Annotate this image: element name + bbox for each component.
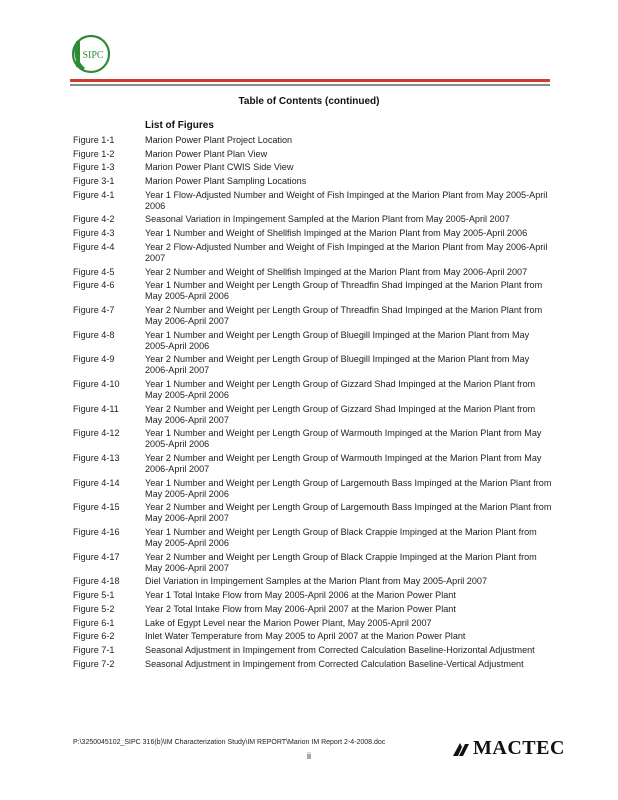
figure-caption: Year 2 Number and Weight per Length Group of Gizzard Shad Impinged at the Marion Plant from May 2006-April 2007 — [145, 403, 536, 425]
page-title: Table of Contents (continued) — [238, 96, 380, 107]
figure-number: Figure 5-1 — [73, 590, 115, 601]
figure-list-item[interactable] — [73, 379, 553, 401]
figure-caption: Seasonal Variation in Impingement Sampled at the Marion Plant from May 2005-April 2007 — [145, 214, 510, 225]
figure-number: Figure 4-6 — [73, 280, 115, 291]
figure-list-item[interactable] — [73, 552, 553, 574]
figure-list — [73, 135, 553, 672]
figure-list-item[interactable] — [73, 604, 553, 615]
figure-caption: Year 1 Number and Weight per Length Group of Gizzard Shad Impinged at the Marion Plant from May 2005-April 2006 — [145, 378, 536, 400]
figure-caption: Year 1 Number and Weight per Length Group of Warmouth Impinged at the Marion Plant from May 2005-April 2006 — [145, 428, 542, 450]
figure-list-item[interactable] — [73, 645, 553, 656]
figure-list-item[interactable] — [73, 242, 553, 264]
figure-list-item[interactable] — [73, 576, 553, 587]
figure-number: Figure 3-1 — [73, 176, 115, 187]
figure-list-item[interactable] — [73, 280, 553, 302]
figure-caption: Seasonal Adjustment in Impingement from Corrected Calculation Baseline-Vertical Adjustment — [145, 658, 524, 669]
figure-list-item[interactable] — [73, 527, 553, 549]
figure-list-item[interactable] — [73, 176, 553, 187]
figure-list-item[interactable] — [73, 478, 553, 500]
figure-number: Figure 4-1 — [73, 189, 115, 200]
figure-caption: Year 2 Number and Weight per Length Group of Bluegill Impinged at the Marion Plant from May 2006-April 2007 — [145, 354, 530, 376]
figure-number: Figure 5-2 — [73, 603, 115, 614]
header-rule-gray — [70, 84, 550, 86]
figure-number: Figure 7-2 — [73, 658, 115, 669]
figure-number: Figure 4-8 — [73, 329, 115, 340]
figure-list-item[interactable] — [73, 618, 553, 629]
figure-caption: Year 1 Number and Weight per Length Group of Threadfin Shad Impinged at the Marion Plant from May 2005-April 2006 — [145, 280, 543, 302]
figure-number: Figure 4-18 — [73, 576, 120, 587]
figure-caption: Year 1 Flow-Adjusted Number and Weight of Fish Impinged at the Marion Plant from May 2005-April 2006 — [145, 189, 548, 211]
figure-list-item[interactable] — [73, 453, 553, 475]
figure-number: Figure 7-1 — [73, 644, 115, 655]
figure-caption: Inlet Water Temperature from May 2005 to April 2007 at the Marion Power Plant — [145, 631, 466, 642]
figure-caption: Year 1 Number and Weight of Shellfish Impinged at the Marion Plant from May 2005-April 2006 — [145, 228, 528, 239]
figure-number: Figure 1-2 — [73, 148, 115, 159]
figure-caption: Year 2 Total Intake Flow from May 2006-April 2007 at the Marion Power Plant — [145, 603, 456, 614]
figure-caption: Year 1 Total Intake Flow from May 2005-April 2006 at the Marion Power Plant — [145, 590, 456, 601]
figure-number: Figure 4-11 — [73, 403, 119, 414]
figure-list-item[interactable] — [73, 267, 553, 278]
figure-list-item[interactable] — [73, 214, 553, 225]
figure-caption: Year 2 Number and Weight per Length Group of Black Crappie Impinged at the Marion Plant from May 2006-April 2007 — [145, 551, 537, 573]
figure-caption: Year 2 Number and Weight per Length Group of Threadfin Shad Impinged at the Marion Plant from May 2006-April 2007 — [145, 304, 543, 326]
figure-list-item[interactable] — [73, 330, 553, 352]
figure-caption: Seasonal Adjustment in Impingement from Corrected Calculation Baseline-Horizontal Adjustment — [145, 644, 535, 655]
logo-text: SIPC — [82, 50, 104, 61]
figure-list-item[interactable] — [73, 190, 553, 212]
figure-caption: Year 1 Number and Weight per Length Group of Largemouth Bass Impinged at the Marion Plant from May 2005-April 2006 — [145, 477, 552, 499]
header-rule-red — [70, 79, 550, 82]
figure-caption: Year 2 Number and Weight of Shellfish Impinged at the Marion Plant from May 2006-April 2007 — [145, 266, 528, 277]
figure-caption: Marion Power Plant CWIS Side View — [145, 162, 294, 173]
figure-list-item[interactable] — [73, 135, 553, 146]
figure-list-item[interactable] — [73, 354, 553, 376]
figure-number: Figure 1-1 — [73, 135, 115, 145]
figure-list-item[interactable] — [73, 162, 553, 173]
figure-number: Figure 6-2 — [73, 631, 115, 642]
figure-list-item[interactable] — [73, 305, 553, 327]
figure-number: Figure 4-15 — [73, 502, 120, 513]
figure-number: Figure 4-16 — [73, 527, 120, 538]
list-of-figures-heading: List of Figures — [145, 120, 214, 131]
mactec-brand — [452, 737, 565, 760]
figure-list-item[interactable] — [73, 659, 553, 670]
page-number: ii — [307, 751, 311, 761]
figure-caption: Lake of Egypt Level near the Marion Power Plant, May 2005-April 2007 — [145, 617, 432, 628]
figure-list-item[interactable] — [73, 631, 553, 642]
figure-number: Figure 1-3 — [73, 162, 115, 173]
figure-number: Figure 4-17 — [73, 551, 120, 562]
figure-number: Figure 6-1 — [73, 617, 115, 628]
figure-list-item[interactable] — [73, 428, 553, 450]
figure-caption: Marion Power Plant Project Location — [145, 135, 293, 145]
figure-number: Figure 4-2 — [73, 214, 115, 225]
figure-caption: Year 2 Number and Weight per Length Group of Largemouth Bass Impinged at the Marion Plant from May 2006-April 2007 — [145, 502, 552, 524]
figure-number: Figure 4-12 — [73, 428, 120, 439]
figure-number: Figure 4-13 — [73, 453, 120, 463]
figure-list-item[interactable] — [73, 228, 553, 239]
sipc-logo-icon — [70, 33, 112, 75]
figure-caption: Marion Power Plant Sampling Locations — [145, 176, 307, 187]
figure-number: Figure 4-9 — [73, 354, 115, 365]
figure-list-item[interactable] — [73, 502, 553, 524]
figure-list-item[interactable] — [73, 590, 553, 601]
figure-caption: Year 2 Flow-Adjusted Number and Weight of Fish Impinged at the Marion Plant from May 2006-April 2007 — [145, 241, 548, 263]
figure-number: Figure 4-5 — [73, 266, 115, 277]
figure-list-item[interactable] — [73, 404, 553, 426]
figure-list-item[interactable] — [73, 149, 553, 160]
figure-number: Figure 4-14 — [73, 477, 120, 488]
figure-number: Figure 4-10 — [73, 378, 120, 389]
figure-caption: Marion Power Plant Plan View — [145, 148, 268, 159]
figure-number: Figure 4-3 — [73, 228, 115, 239]
figure-caption: Year 2 Number and Weight per Length Group of Warmouth Impinged at the Marion Plant from May 2006-April 2007 — [145, 453, 542, 474]
figure-number: Figure 4-4 — [73, 241, 115, 252]
footer-file-path: P:\3250045102_SIPC 316(b)\IM Characterization Study\IM REPORT\Marion IM Report 2-4-2008.doc — [73, 739, 386, 746]
figure-caption: Year 1 Number and Weight per Length Group of Bluegill Impinged at the Marion Plant from May 2005-April 2006 — [145, 329, 530, 351]
mactec-logo-icon — [452, 741, 470, 757]
figure-caption: Diel Variation in Impingement Samples at the Marion Plant from May 2005-April 2007 — [145, 576, 488, 587]
figure-number: Figure 4-7 — [73, 304, 115, 315]
figure-caption: Year 1 Number and Weight per Length Group of Black Crappie Impinged at the Marion Plant from May 2005-April 2006 — [145, 527, 537, 549]
brand-name: MACTEC — [473, 737, 565, 759]
